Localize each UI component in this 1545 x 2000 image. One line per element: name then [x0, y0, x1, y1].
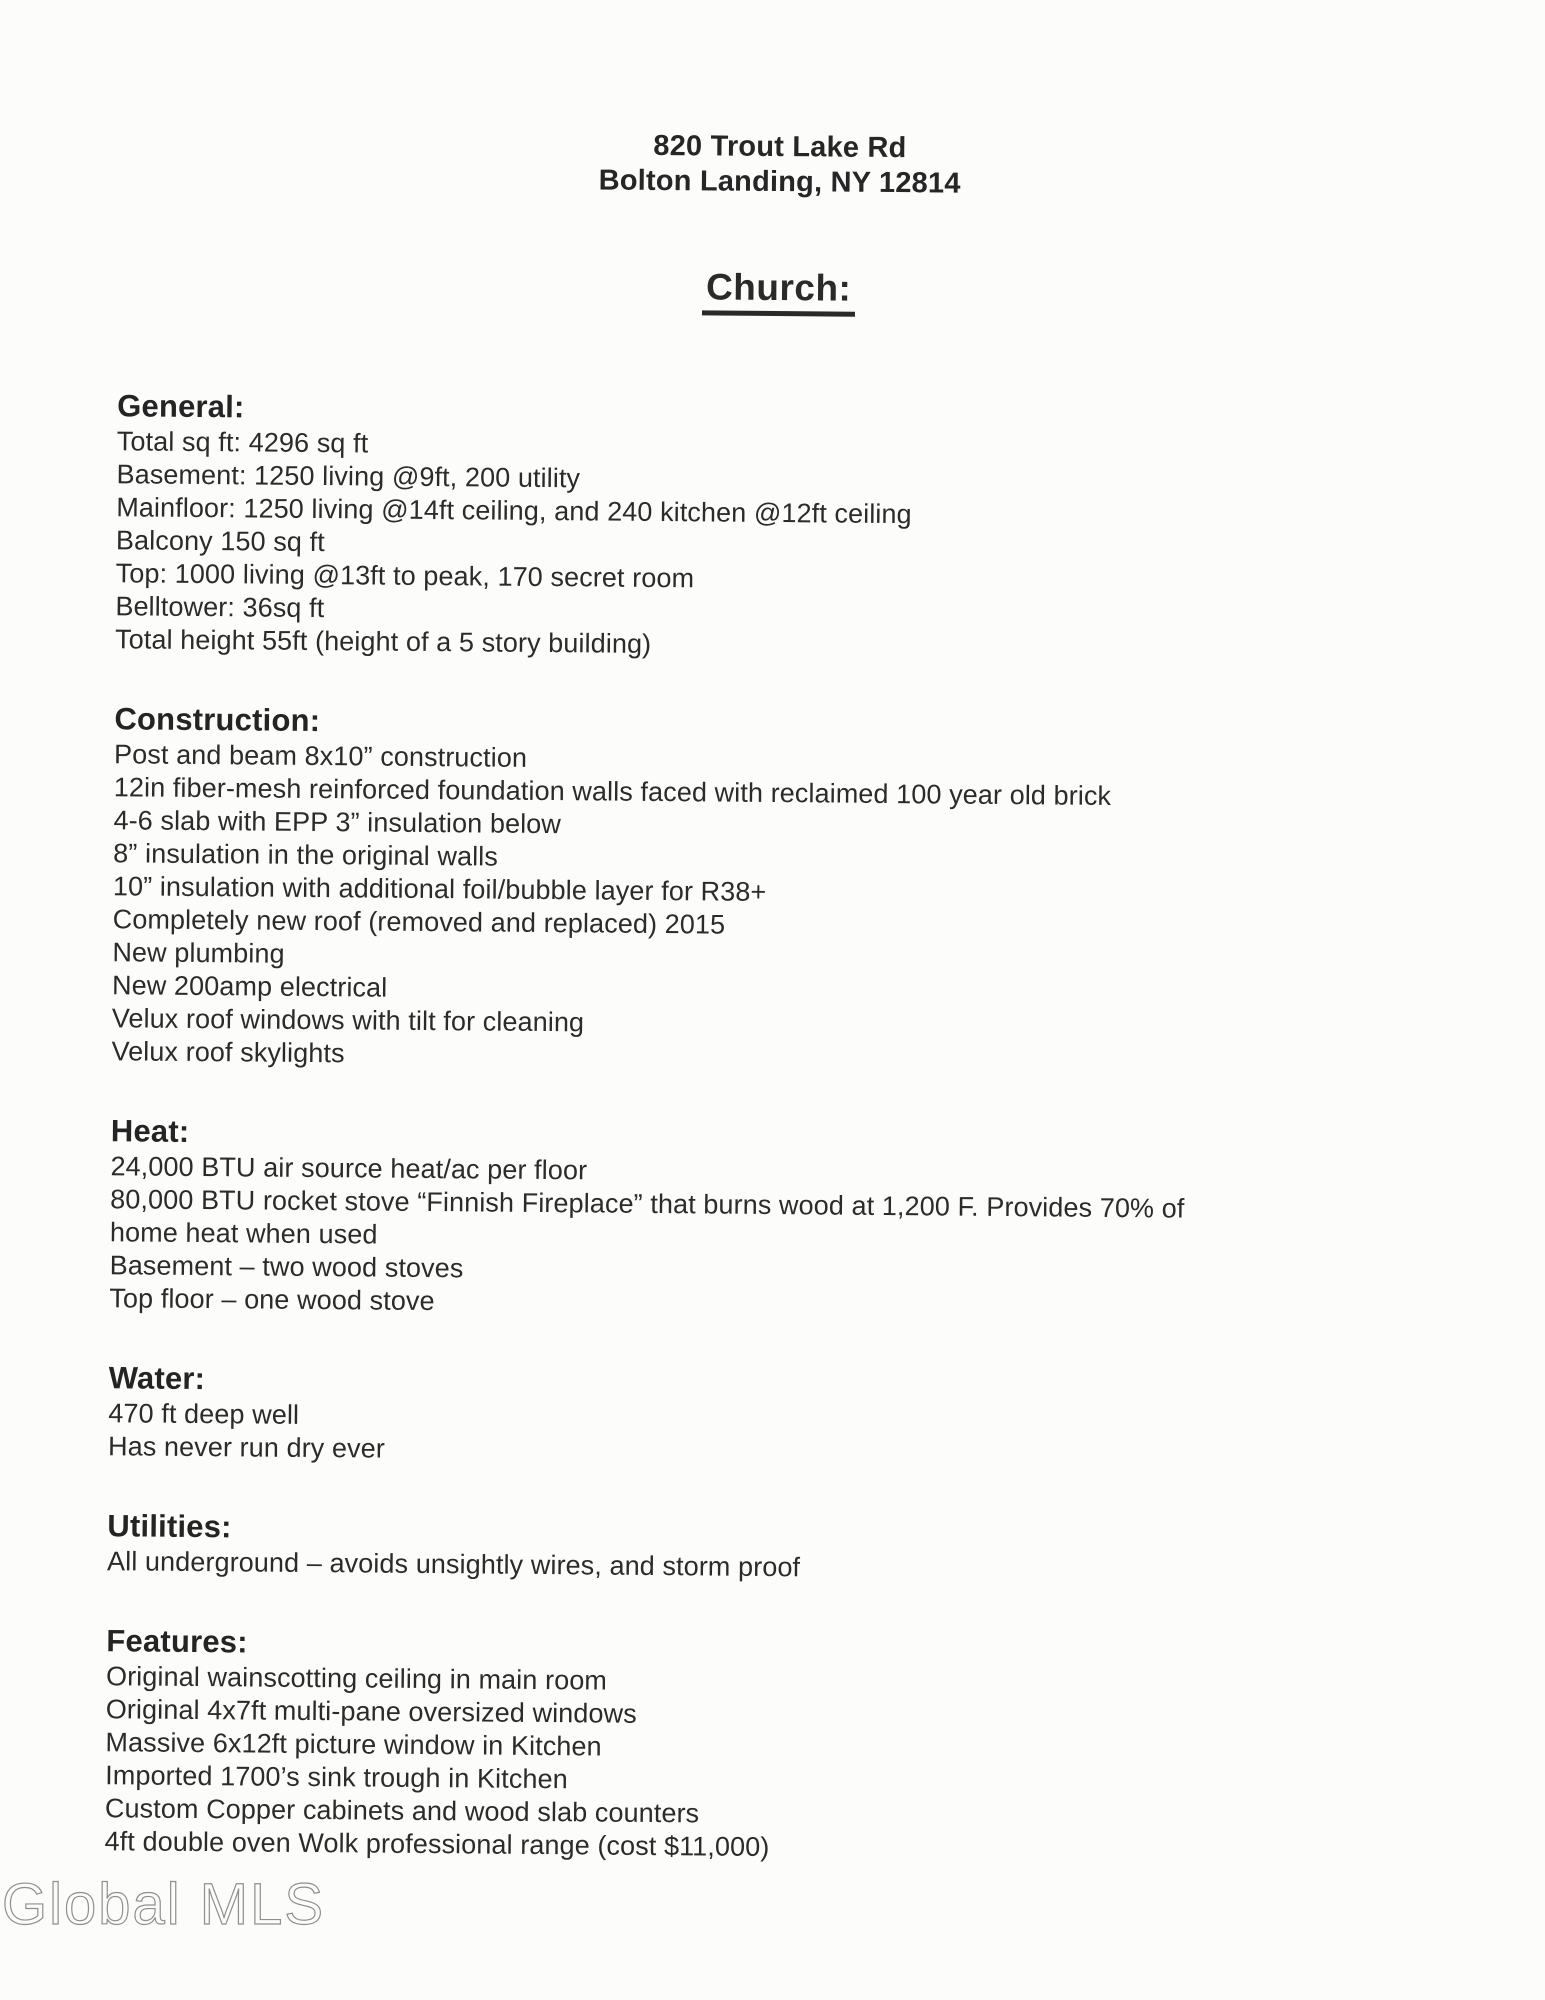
section-line: Belltower: 36sq ft: [115, 591, 325, 624]
address-line-2: Bolton Landing, NY 12814: [598, 164, 961, 200]
section-line: Velux roof windows with tilt for cleaning: [111, 1003, 585, 1038]
document-title: Church:: [702, 267, 856, 316]
section-heading: Features:: [106, 1623, 248, 1660]
section-lines: [115, 425, 1495, 668]
section-line: Completely new roof (removed and replaced) 2015: [112, 904, 726, 940]
section-line: Custom Copper cabinets and wood slab counters: [104, 1793, 700, 1829]
section-line: Imported 1700’s sink trough in Kitchen: [105, 1760, 568, 1795]
section-lines: [109, 1150, 1488, 1327]
section-line: All underground – avoids unsightly wires, and storm proof: [106, 1546, 801, 1583]
property-address: [7, 123, 1545, 206]
section-line: Original wainscotting ceiling in main room: [105, 1661, 608, 1696]
section-line: home heat when used: [109, 1217, 378, 1250]
section-line: 24,000 BTU air source heat/ac per floor: [110, 1151, 588, 1186]
section-line: Post and beam 8x10” construction: [113, 739, 528, 773]
section-line: Mainfloor: 1250 living @14ft ceiling, and 240 kitchen @12ft ceiling: [116, 492, 912, 530]
section-line: Basement: 1250 living @9ft, 200 utility: [116, 459, 581, 494]
section-line: Velux roof skylights: [111, 1036, 345, 1069]
section-heading: Construction:: [114, 701, 321, 739]
document-title-wrap: [6, 261, 1545, 322]
section-line: Balcony 150 sq ft: [115, 525, 325, 558]
section: [104, 1622, 1484, 1870]
section-line: Has never run dry ever: [107, 1431, 386, 1464]
section-line: Total height 55ft (height of a 5 story building): [114, 624, 652, 659]
section-line: Massive 6x12ft picture window in Kitchen: [105, 1727, 602, 1762]
section-heading: Heat:: [110, 1113, 190, 1149]
section-line: Original 4x7ft multi-pane oversized windows: [105, 1694, 637, 1729]
section-line: New 200amp electrical: [111, 970, 388, 1003]
address-line-1: 820 Trout Lake Rd: [653, 129, 907, 165]
section: [107, 1507, 1486, 1590]
section-lines: [104, 1660, 1484, 1870]
section-heading: Water:: [108, 1360, 206, 1397]
section-line: 10” insulation with additional foil/bubble layer for R38+: [112, 871, 767, 907]
section: [108, 1359, 1487, 1475]
section-line: 4ft double oven Wolk professional range (cost $11,000): [104, 1826, 770, 1863]
section-line: Top floor – one wood stove: [109, 1283, 435, 1317]
section-line: 4-6 slab with EPP 3” insulation below: [113, 805, 562, 840]
section-line: Total sq ft: 4296 sq ft: [116, 426, 369, 459]
section: [111, 700, 1492, 1080]
section-lines: [108, 1397, 1487, 1475]
section-line: 470 ft deep well: [108, 1398, 300, 1430]
section: [115, 387, 1495, 668]
section: [109, 1112, 1489, 1327]
section-line: 12in fiber-mesh reinforced foundation walls faced with reclaimed 100 year old brick: [113, 772, 1112, 811]
section-line: 8” insulation in the original walls: [113, 838, 499, 872]
sections: [104, 387, 1495, 1870]
section-line: Basement – two wood stoves: [109, 1250, 464, 1284]
section-heading: General:: [117, 388, 245, 425]
section-lines: [111, 738, 1492, 1080]
global-mls-watermark: Global MLS: [2, 1872, 326, 1937]
section-line: Top: 1000 living @13ft to peak, 170 secret room: [115, 558, 695, 594]
section-line: New plumbing: [112, 937, 285, 969]
section-heading: Utilities:: [107, 1508, 232, 1545]
section-line: 80,000 BTU rocket stove “Finnish Fireplace” that burns wood at 1,200 F. Provides 70% of: [110, 1184, 1185, 1224]
